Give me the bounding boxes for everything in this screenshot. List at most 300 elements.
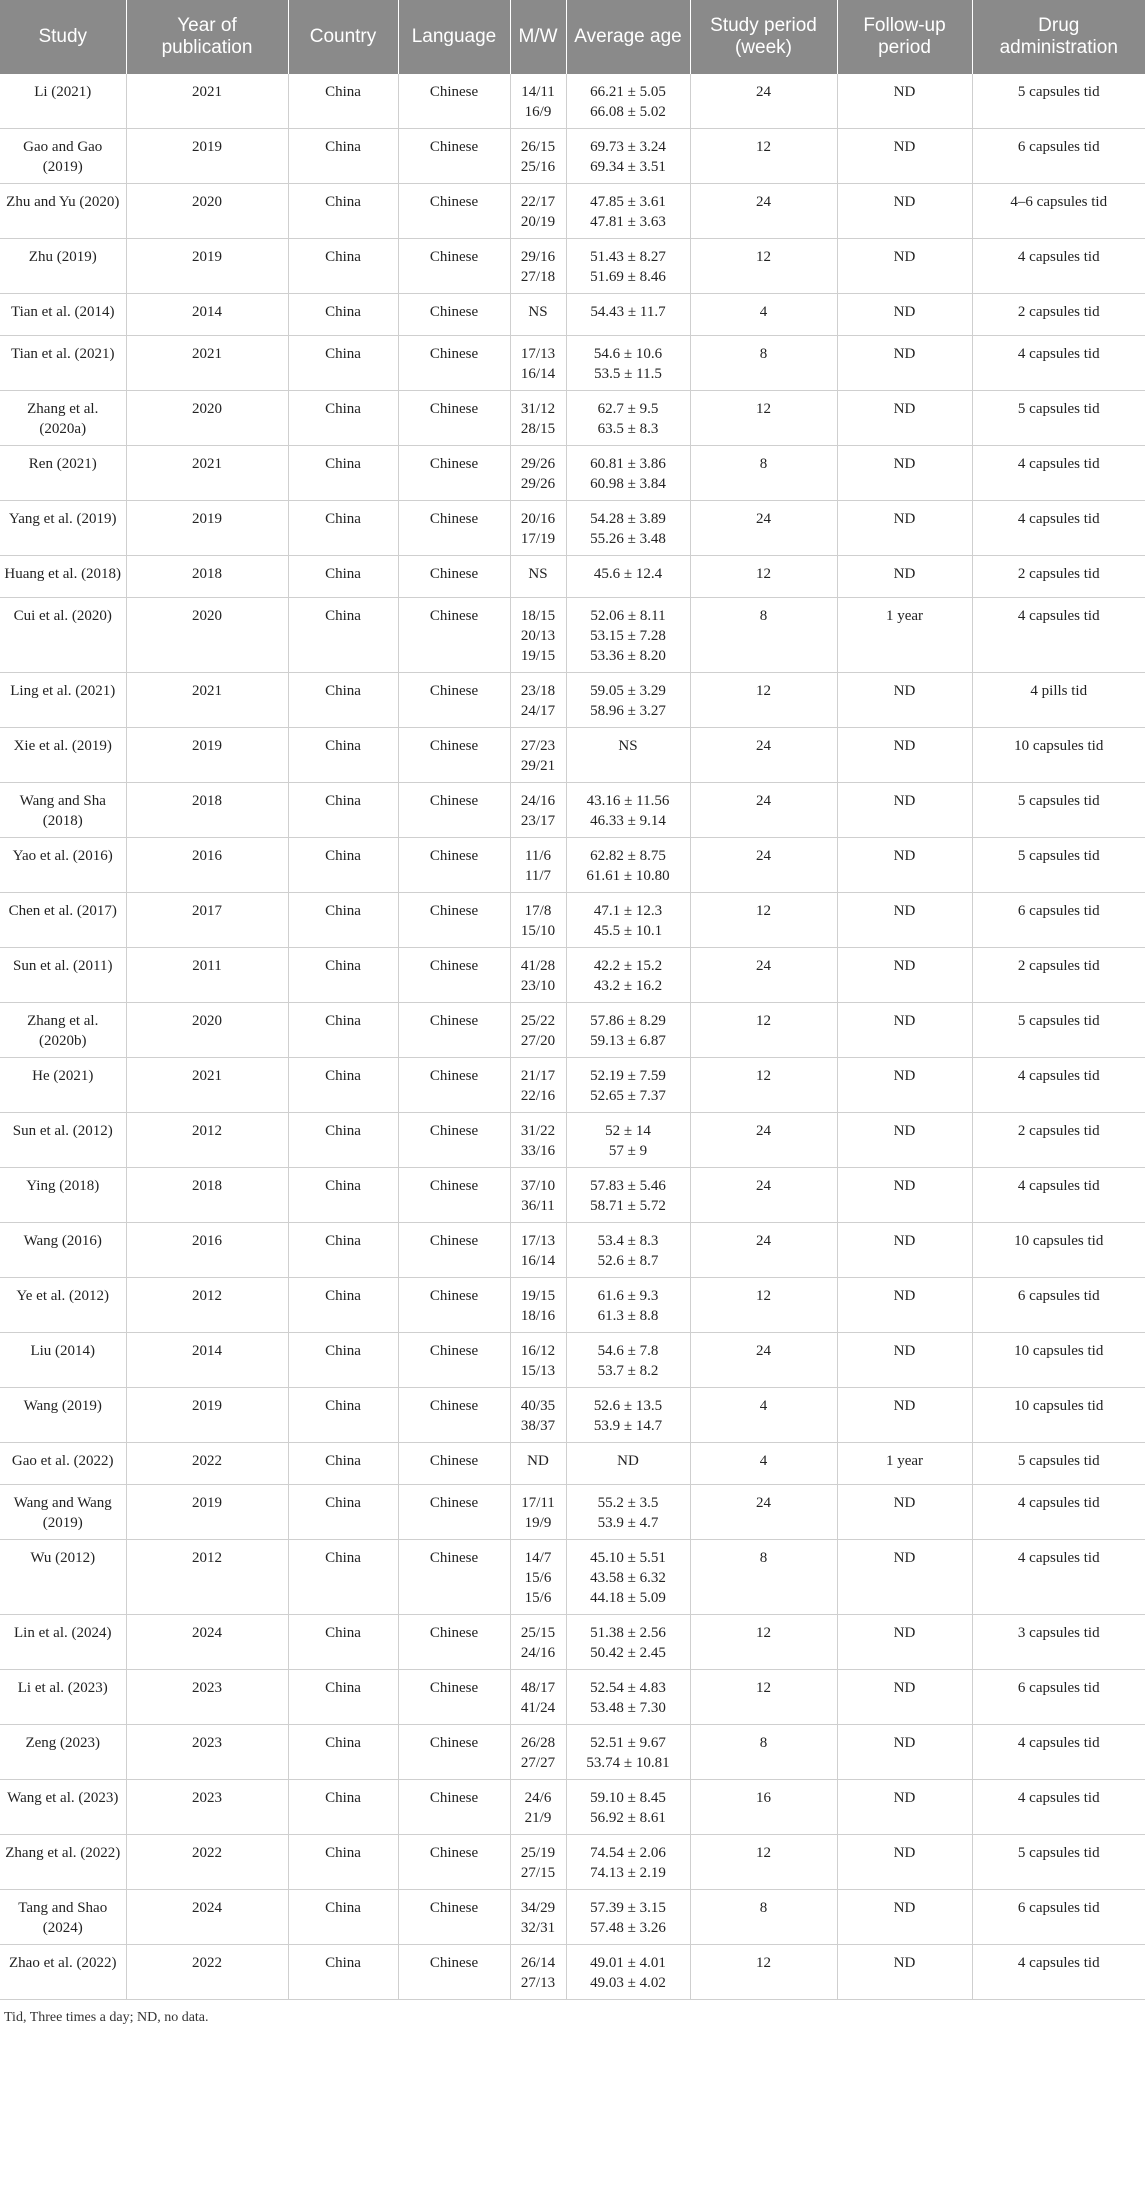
cell-follow-up xyxy=(837,1443,972,1485)
cell-follow-up xyxy=(837,838,972,893)
cell-study-text: Wang (2019) xyxy=(23,1398,102,1414)
cell-language xyxy=(398,184,510,239)
cell-follow-up-text: ND xyxy=(893,1178,916,1194)
table-row xyxy=(0,129,1145,184)
cell-average-age-line: 51.69 ± 8.46 xyxy=(590,269,666,285)
cell-mw-line: 32/31 xyxy=(520,1920,556,1936)
cell-mw-line: 27/20 xyxy=(520,1033,556,1049)
cell-average-age-line: 74.54 ± 2.06 xyxy=(590,1845,666,1861)
cell-drug-administration xyxy=(972,239,1145,294)
table-row xyxy=(0,184,1145,239)
cell-follow-up xyxy=(837,294,972,336)
cell-average-age xyxy=(566,1278,690,1333)
cell-follow-up-text: ND xyxy=(893,139,916,155)
cell-study-period xyxy=(690,1388,837,1443)
cell-year-text: 2023 xyxy=(192,1790,222,1806)
table-row xyxy=(0,1485,1145,1540)
cell-follow-up xyxy=(837,1003,972,1058)
cell-mw-line: 17/13 xyxy=(520,346,556,362)
cell-study-period-text: 8 xyxy=(759,1900,768,1916)
cell-study-period-text: 24 xyxy=(756,793,771,809)
cell-country xyxy=(288,1945,398,2000)
table-row xyxy=(0,1780,1145,1835)
cell-mw-line: 20/13 xyxy=(520,628,556,644)
table-row xyxy=(0,598,1145,673)
cell-average-age-line: 53.4 ± 8.3 xyxy=(597,1233,659,1249)
cell-language xyxy=(398,1113,510,1168)
cell-language-text: Chinese xyxy=(429,304,479,320)
cell-country-text: China xyxy=(325,139,361,155)
cell-mw xyxy=(510,1113,566,1168)
cell-country xyxy=(288,336,398,391)
cell-language xyxy=(398,239,510,294)
table-row xyxy=(0,1725,1145,1780)
table-row xyxy=(0,783,1145,838)
cell-language xyxy=(398,1780,510,1835)
cell-language-text: Chinese xyxy=(429,1398,479,1414)
cell-study xyxy=(0,1058,126,1113)
cell-language xyxy=(398,129,510,184)
cell-follow-up xyxy=(837,1333,972,1388)
cell-mw xyxy=(510,948,566,1003)
cell-country-text: China xyxy=(325,511,361,527)
cell-study-period xyxy=(690,1945,837,2000)
cell-mw xyxy=(510,598,566,673)
cell-drug-administration xyxy=(972,556,1145,598)
cell-mw-line: 25/16 xyxy=(520,159,556,175)
cell-study xyxy=(0,598,126,673)
cell-drug-administration-text: 10 capsules tid xyxy=(1014,1233,1104,1249)
cell-mw-line: 19/9 xyxy=(524,1515,552,1531)
cell-follow-up xyxy=(837,1168,972,1223)
cell-mw-line: 21/9 xyxy=(524,1810,552,1826)
cell-average-age xyxy=(566,1223,690,1278)
cell-study-period xyxy=(690,1725,837,1780)
cell-country xyxy=(288,1333,398,1388)
cell-average-age-line: 69.73 ± 3.24 xyxy=(590,139,666,155)
cell-study-text: Ying (2018) xyxy=(26,1178,100,1194)
cell-average-age-line: 45.5 ± 10.1 xyxy=(593,923,663,939)
cell-mw-line: 15/13 xyxy=(520,1363,556,1379)
cell-drug-administration xyxy=(972,446,1145,501)
table-row xyxy=(0,1003,1145,1058)
cell-study-period xyxy=(690,673,837,728)
cell-country xyxy=(288,446,398,501)
cell-average-age xyxy=(566,673,690,728)
cell-year-text: 2022 xyxy=(192,1845,222,1861)
cell-average-age-line: 54.43 ± 11.7 xyxy=(590,304,666,320)
header-study-period: Study period (week) xyxy=(690,0,837,74)
cell-year-text: 2019 xyxy=(192,139,222,155)
cell-year xyxy=(126,1058,288,1113)
cell-year xyxy=(126,184,288,239)
cell-mw-line: 27/13 xyxy=(520,1975,556,1991)
cell-study-period-text: 12 xyxy=(756,1955,771,1971)
cell-language-text: Chinese xyxy=(429,1900,479,1916)
cell-study-period-text: 24 xyxy=(756,738,771,754)
cell-study-period xyxy=(690,598,837,673)
cell-study-period-text: 8 xyxy=(759,608,768,624)
cell-mw xyxy=(510,1670,566,1725)
cell-mw-line: 48/17 xyxy=(520,1680,556,1696)
cell-country xyxy=(288,74,398,129)
cell-average-age-line: ND xyxy=(617,1453,639,1469)
cell-year-text: 2016 xyxy=(192,848,222,864)
cell-mw-line: 29/16 xyxy=(520,249,556,265)
cell-average-age xyxy=(566,294,690,336)
cell-study-period-text: 12 xyxy=(756,1288,771,1304)
cell-study-period xyxy=(690,893,837,948)
cell-mw xyxy=(510,184,566,239)
cell-mw-line: 29/26 xyxy=(520,476,556,492)
cell-country xyxy=(288,556,398,598)
cell-follow-up-text: ND xyxy=(893,566,916,582)
cell-average-age xyxy=(566,129,690,184)
cell-study-period xyxy=(690,1058,837,1113)
cell-study-text: Zhang et al. (2020a) xyxy=(27,401,99,437)
cell-follow-up-text: ND xyxy=(893,738,916,754)
cell-year xyxy=(126,1725,288,1780)
cell-study-text: Yang et al. (2019) xyxy=(8,511,117,527)
cell-language-text: Chinese xyxy=(429,1288,479,1304)
header-language: Language xyxy=(398,0,510,74)
cell-study xyxy=(0,1333,126,1388)
cell-mw-line: 17/8 xyxy=(524,903,552,919)
cell-follow-up xyxy=(837,501,972,556)
cell-country xyxy=(288,1003,398,1058)
cell-study-period-text: 12 xyxy=(756,903,771,919)
cell-follow-up xyxy=(837,1615,972,1670)
cell-language xyxy=(398,446,510,501)
cell-language-text: Chinese xyxy=(429,511,479,527)
cell-mw-line: 33/16 xyxy=(520,1143,556,1159)
cell-average-age-line: 46.33 ± 9.14 xyxy=(590,813,666,829)
cell-mw-line: 36/11 xyxy=(521,1198,555,1214)
cell-average-age-line: 52.51 ± 9.67 xyxy=(590,1735,666,1751)
cell-average-age xyxy=(566,1540,690,1615)
cell-drug-administration-text: 4 pills tid xyxy=(1030,683,1088,699)
cell-mw-line: 41/24 xyxy=(520,1700,556,1716)
cell-country-text: China xyxy=(325,1178,361,1194)
cell-drug-administration xyxy=(972,728,1145,783)
cell-language-text: Chinese xyxy=(429,958,479,974)
cell-average-age xyxy=(566,1780,690,1835)
cell-year xyxy=(126,1388,288,1443)
cell-year xyxy=(126,556,288,598)
cell-country xyxy=(288,1223,398,1278)
cell-follow-up-text: ND xyxy=(893,1735,916,1751)
cell-study xyxy=(0,1003,126,1058)
cell-study-period-text: 8 xyxy=(759,1735,768,1751)
cell-average-age-line: 59.10 ± 8.45 xyxy=(590,1790,666,1806)
cell-country-text: China xyxy=(325,1680,361,1696)
header-follow-up: Follow-up period xyxy=(837,0,972,74)
cell-country-text: China xyxy=(325,1955,361,1971)
cell-year-text: 2016 xyxy=(192,1233,222,1249)
cell-country xyxy=(288,1113,398,1168)
cell-average-age-line: 43.16 ± 11.56 xyxy=(586,793,670,809)
cell-mw-line: 28/15 xyxy=(520,421,556,437)
cell-study-text: Zhang et al. (2020b) xyxy=(27,1013,99,1049)
cell-language-text: Chinese xyxy=(429,1845,479,1861)
cell-mw-line: 40/35 xyxy=(520,1398,556,1414)
table-row xyxy=(0,391,1145,446)
cell-follow-up-text: ND xyxy=(893,84,916,100)
cell-country xyxy=(288,1725,398,1780)
cell-average-age xyxy=(566,1113,690,1168)
cell-language-text: Chinese xyxy=(429,346,479,362)
cell-study-period xyxy=(690,948,837,1003)
cell-country xyxy=(288,893,398,948)
cell-language-text: Chinese xyxy=(429,1625,479,1641)
cell-year-text: 2024 xyxy=(192,1625,222,1641)
cell-drug-administration-text: 4 capsules tid xyxy=(1017,1495,1100,1511)
cell-mw-line: 11/6 xyxy=(524,848,552,864)
cell-study xyxy=(0,184,126,239)
cell-year-text: 2018 xyxy=(192,566,222,582)
cell-study-period-text: 24 xyxy=(756,1178,771,1194)
cell-study-period-text: 24 xyxy=(756,1495,771,1511)
cell-language xyxy=(398,893,510,948)
cell-drug-administration-text: 4 capsules tid xyxy=(1017,1955,1100,1971)
cell-mw-line: 21/17 xyxy=(520,1068,556,1084)
cell-mw-line: 15/10 xyxy=(520,923,556,939)
cell-language xyxy=(398,838,510,893)
cell-country xyxy=(288,184,398,239)
cell-average-age-line: 47.81 ± 3.63 xyxy=(590,214,666,230)
cell-mw-line: 23/10 xyxy=(520,978,556,994)
cell-language xyxy=(398,1443,510,1485)
table-row xyxy=(0,1945,1145,2000)
cell-country-text: China xyxy=(325,958,361,974)
cell-study-period-text: 24 xyxy=(756,1343,771,1359)
cell-year xyxy=(126,74,288,129)
cell-average-age-line: 44.18 ± 5.09 xyxy=(590,1590,666,1606)
cell-year xyxy=(126,948,288,1003)
cell-drug-administration xyxy=(972,184,1145,239)
cell-follow-up-text: ND xyxy=(893,249,916,265)
cell-average-age-line: 47.85 ± 3.61 xyxy=(590,194,666,210)
cell-study-text: Wang (2016) xyxy=(23,1233,102,1249)
cell-average-age-line: 53.9 ± 14.7 xyxy=(593,1418,663,1434)
cell-mw xyxy=(510,239,566,294)
cell-study-period-text: 4 xyxy=(759,1453,768,1469)
cell-mw-line: NS xyxy=(528,566,548,582)
cell-study-period-text: 24 xyxy=(756,1123,771,1139)
cell-language-text: Chinese xyxy=(429,903,479,919)
cell-year xyxy=(126,129,288,184)
cell-follow-up xyxy=(837,1223,972,1278)
cell-country xyxy=(288,1835,398,1890)
cell-study-period xyxy=(690,1835,837,1890)
cell-study-period-text: 4 xyxy=(759,1398,768,1414)
cell-study-period-text: 24 xyxy=(756,511,771,527)
cell-follow-up-text: ND xyxy=(893,1845,916,1861)
cell-follow-up-text: ND xyxy=(893,848,916,864)
cell-study-period-text: 8 xyxy=(759,456,768,472)
cell-mw-line: 17/19 xyxy=(520,531,556,547)
cell-language-text: Chinese xyxy=(429,1178,479,1194)
cell-average-age xyxy=(566,1725,690,1780)
cell-drug-administration-text: 4 capsules tid xyxy=(1017,1550,1100,1566)
cell-study-period xyxy=(690,294,837,336)
cell-drug-administration-text: 2 capsules tid xyxy=(1017,958,1100,974)
cell-study-period-text: 8 xyxy=(759,1550,768,1566)
cell-year-text: 2023 xyxy=(192,1735,222,1751)
cell-year-text: 2022 xyxy=(192,1955,222,1971)
cell-average-age-line: 62.7 ± 9.5 xyxy=(597,401,659,417)
cell-study-text: Ren (2021) xyxy=(28,456,97,472)
cell-study-period-text: 24 xyxy=(756,848,771,864)
cell-country-text: China xyxy=(325,84,361,100)
cell-follow-up-text: ND xyxy=(893,346,916,362)
cell-study-text: Ye et al. (2012) xyxy=(16,1288,110,1304)
cell-year-text: 2011 xyxy=(192,958,222,974)
cell-mw-line: 27/23 xyxy=(520,738,556,754)
cell-study xyxy=(0,1223,126,1278)
table-row xyxy=(0,1223,1145,1278)
cell-language-text: Chinese xyxy=(429,1068,479,1084)
cell-language-text: Chinese xyxy=(429,566,479,582)
cell-drug-administration xyxy=(972,1670,1145,1725)
cell-year xyxy=(126,598,288,673)
cell-country-text: China xyxy=(325,1343,361,1359)
cell-follow-up xyxy=(837,184,972,239)
cell-language xyxy=(398,1890,510,1945)
cell-drug-administration xyxy=(972,1540,1145,1615)
cell-study-period xyxy=(690,838,837,893)
cell-follow-up-text: ND xyxy=(893,1343,916,1359)
cell-follow-up-text: ND xyxy=(893,1790,916,1806)
cell-study-text: Chen et al. (2017) xyxy=(8,903,117,919)
cell-study-period-text: 12 xyxy=(756,139,771,155)
cell-study xyxy=(0,673,126,728)
cell-average-age-line: 53.48 ± 7.30 xyxy=(590,1700,666,1716)
cell-mw-line: 24/17 xyxy=(520,703,556,719)
cell-drug-administration xyxy=(972,1113,1145,1168)
cell-drug-administration xyxy=(972,129,1145,184)
cell-year xyxy=(126,1540,288,1615)
cell-study-period xyxy=(690,336,837,391)
cell-study-period xyxy=(690,446,837,501)
cell-study-period-text: 24 xyxy=(756,958,771,974)
cell-study-text: Huang et al. (2018) xyxy=(4,566,122,582)
cell-year xyxy=(126,1890,288,1945)
cell-drug-administration xyxy=(972,1003,1145,1058)
cell-average-age-line: 55.2 ± 3.5 xyxy=(597,1495,659,1511)
cell-study-period-text: 12 xyxy=(756,249,771,265)
cell-average-age xyxy=(566,1168,690,1223)
cell-study xyxy=(0,1278,126,1333)
cell-average-age xyxy=(566,1945,690,2000)
cell-drug-administration xyxy=(972,1058,1145,1113)
cell-study-period xyxy=(690,1333,837,1388)
cell-year xyxy=(126,893,288,948)
table-row xyxy=(0,948,1145,1003)
cell-drug-administration-text: 5 capsules tid xyxy=(1017,84,1100,100)
cell-average-age-line: 52.06 ± 8.11 xyxy=(590,608,666,624)
cell-language-text: Chinese xyxy=(429,401,479,417)
cell-average-age-line: 43.2 ± 16.2 xyxy=(593,978,663,994)
cell-average-age xyxy=(566,1443,690,1485)
cell-language-text: Chinese xyxy=(429,848,479,864)
cell-language-text: Chinese xyxy=(429,249,479,265)
cell-language xyxy=(398,1945,510,2000)
cell-drug-administration-text: 4 capsules tid xyxy=(1017,456,1100,472)
cell-average-age-line: 45.10 ± 5.51 xyxy=(590,1550,666,1566)
cell-country xyxy=(288,1540,398,1615)
cell-follow-up xyxy=(837,1113,972,1168)
cell-average-age xyxy=(566,598,690,673)
cell-follow-up xyxy=(837,893,972,948)
cell-language xyxy=(398,1058,510,1113)
cell-country xyxy=(288,673,398,728)
cell-study-text: Zhu (2019) xyxy=(28,249,97,265)
cell-mw xyxy=(510,1003,566,1058)
cell-mw xyxy=(510,1780,566,1835)
cell-drug-administration-text: 5 capsules tid xyxy=(1017,401,1100,417)
cell-average-age-line: 59.13 ± 6.87 xyxy=(590,1033,666,1049)
cell-country-text: China xyxy=(325,566,361,582)
cell-drug-administration-text: 5 capsules tid xyxy=(1017,1845,1100,1861)
cell-study-period xyxy=(690,1223,837,1278)
cell-mw-line: 25/15 xyxy=(520,1625,556,1641)
cell-mw xyxy=(510,1388,566,1443)
cell-follow-up xyxy=(837,129,972,184)
table-row xyxy=(0,1388,1145,1443)
cell-study-text: Tian et al. (2021) xyxy=(10,346,115,362)
table-row xyxy=(0,893,1145,948)
cell-average-age-line: 53.7 ± 8.2 xyxy=(597,1363,659,1379)
cell-year-text: 2020 xyxy=(192,194,222,210)
cell-study xyxy=(0,1113,126,1168)
table-row xyxy=(0,1333,1145,1388)
cell-study-period xyxy=(690,501,837,556)
cell-country xyxy=(288,1278,398,1333)
cell-year-text: 2019 xyxy=(192,738,222,754)
cell-year-text: 2020 xyxy=(192,608,222,624)
cell-year xyxy=(126,1223,288,1278)
cell-mw-line: 19/15 xyxy=(520,648,556,664)
cell-study xyxy=(0,501,126,556)
cell-average-age xyxy=(566,501,690,556)
cell-average-age-line: 63.5 ± 8.3 xyxy=(597,421,659,437)
table-row xyxy=(0,673,1145,728)
cell-country xyxy=(288,1615,398,1670)
cell-drug-administration-text: 4 capsules tid xyxy=(1017,1790,1100,1806)
cell-year-text: 2012 xyxy=(192,1550,222,1566)
cell-year-text: 2021 xyxy=(192,346,222,362)
cell-drug-administration-text: 2 capsules tid xyxy=(1017,1123,1100,1139)
cell-average-age-line: 45.6 ± 12.4 xyxy=(593,566,663,582)
cell-country xyxy=(288,1168,398,1223)
cell-year xyxy=(126,336,288,391)
cell-follow-up xyxy=(837,336,972,391)
cell-mw xyxy=(510,673,566,728)
cell-study xyxy=(0,1388,126,1443)
cell-country-text: China xyxy=(325,346,361,362)
table-row xyxy=(0,728,1145,783)
cell-mw-line: 24/16 xyxy=(520,793,556,809)
cell-mw-line: 20/16 xyxy=(520,511,556,527)
cell-study-text: Wang and Wang (2019) xyxy=(13,1495,112,1531)
table-footnote: Tid, Three times a day; ND, no data. xyxy=(4,2010,209,2025)
cell-year xyxy=(126,1333,288,1388)
table-row xyxy=(0,74,1145,129)
cell-country xyxy=(288,598,398,673)
cell-drug-administration-text: 4 capsules tid xyxy=(1017,1068,1100,1084)
cell-average-age-line: 52.19 ± 7.59 xyxy=(590,1068,666,1084)
